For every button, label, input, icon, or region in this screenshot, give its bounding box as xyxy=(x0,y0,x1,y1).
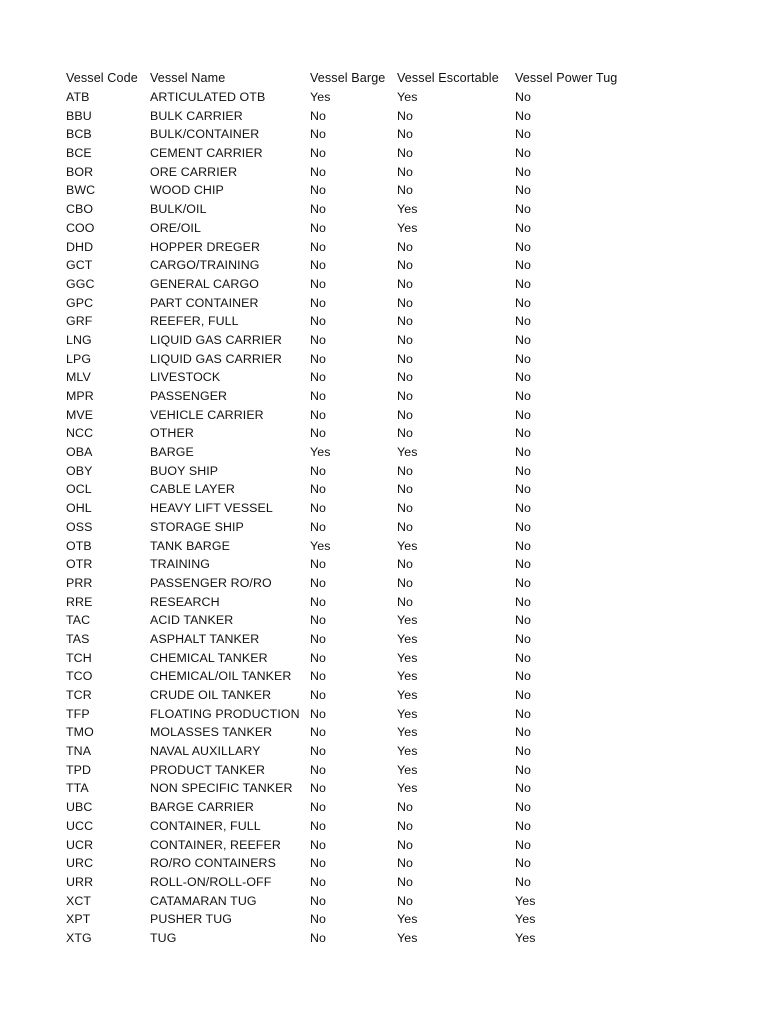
cell-vessel-power-tug: No xyxy=(515,332,532,347)
cell-vessel-barge: No xyxy=(310,893,327,908)
table-row xyxy=(66,461,625,480)
cell-vessel-barge: No xyxy=(310,800,327,815)
cell-vessel-code: TPD xyxy=(66,762,92,777)
cell-vessel-escortable: No xyxy=(397,800,414,815)
cell-vessel-barge: No xyxy=(310,650,327,665)
vessel-table xyxy=(66,69,625,947)
cell-vessel-name: WOOD CHIP xyxy=(150,183,224,198)
cell-vessel-barge: No xyxy=(310,613,327,628)
table-row xyxy=(66,742,625,761)
table-row xyxy=(66,929,625,948)
cell-vessel-name: LIVESTOCK xyxy=(150,370,221,385)
cell-vessel-escortable: Yes xyxy=(397,688,418,703)
cell-vessel-code: MLV xyxy=(66,370,91,385)
cell-vessel-barge: No xyxy=(310,239,327,254)
cell-vessel-name: BUOY SHIP xyxy=(150,463,219,478)
cell-vessel-code: RRE xyxy=(66,594,93,609)
cell-vessel-name: CONTAINER, REEFER xyxy=(150,837,281,852)
cell-vessel-escortable: Yes xyxy=(397,202,418,217)
table-row xyxy=(66,368,625,387)
cell-vessel-barge: No xyxy=(310,519,327,534)
table-row xyxy=(66,424,625,443)
cell-vessel-escortable: No xyxy=(397,594,414,609)
cell-vessel-power-tug: No xyxy=(515,127,532,142)
cell-vessel-power-tug: No xyxy=(515,202,532,217)
table-row xyxy=(66,667,625,686)
cell-vessel-name: GENERAL CARGO xyxy=(150,276,259,291)
cell-vessel-power-tug: No xyxy=(515,725,532,740)
cell-vessel-power-tug: No xyxy=(515,501,532,516)
cell-vessel-name: ASPHALT TANKER xyxy=(150,631,260,646)
cell-vessel-barge: No xyxy=(310,127,327,142)
cell-vessel-code: TAS xyxy=(66,631,90,646)
cell-vessel-barge: No xyxy=(310,557,327,572)
cell-vessel-escortable: No xyxy=(397,426,414,441)
cell-vessel-name: PASSENGER RO/RO xyxy=(150,575,272,590)
table-row xyxy=(66,181,625,200)
cell-vessel-code: TCO xyxy=(66,669,93,684)
cell-vessel-name: TANK BARGE xyxy=(150,538,230,553)
cell-vessel-power-tug: Yes xyxy=(515,912,536,927)
cell-vessel-code: BWC xyxy=(66,183,96,198)
cell-vessel-code: URR xyxy=(66,874,94,889)
table-row xyxy=(66,854,625,873)
cell-vessel-code: NCC xyxy=(66,426,94,441)
cell-vessel-name: LIQUID GAS CARRIER xyxy=(150,332,282,347)
cell-vessel-power-tug: No xyxy=(515,295,532,310)
cell-vessel-power-tug: No xyxy=(515,463,532,478)
table-row xyxy=(66,574,625,593)
cell-vessel-name: BULK CARRIER xyxy=(150,108,243,123)
cell-vessel-code: TFP xyxy=(66,706,90,721)
table-row xyxy=(66,910,625,929)
cell-vessel-barge: No xyxy=(310,762,327,777)
cell-vessel-power-tug: No xyxy=(515,557,532,572)
cell-vessel-power-tug: No xyxy=(515,781,532,796)
cell-vessel-barge: No xyxy=(310,594,327,609)
cell-vessel-code: TCR xyxy=(66,688,92,703)
cell-vessel-name: ROLL-ON/ROLL-OFF xyxy=(150,874,272,889)
cell-vessel-power-tug: No xyxy=(515,239,532,254)
cell-vessel-code: BBU xyxy=(66,108,92,123)
cell-vessel-barge: No xyxy=(310,146,327,161)
table-row xyxy=(66,817,625,836)
table-row xyxy=(66,312,625,331)
cell-vessel-code: OBY xyxy=(66,463,93,478)
cell-vessel-escortable: No xyxy=(397,575,414,590)
cell-vessel-barge: No xyxy=(310,220,327,235)
cell-vessel-name: NAVAL AUXILLARY xyxy=(150,744,261,759)
cell-vessel-escortable: No xyxy=(397,557,414,572)
cell-vessel-barge: No xyxy=(310,389,327,404)
cell-vessel-barge: No xyxy=(310,314,327,329)
cell-vessel-name: CARGO/TRAINING xyxy=(150,258,260,273)
table-row xyxy=(66,499,625,518)
cell-vessel-barge: No xyxy=(310,370,327,385)
cell-vessel-code: GRF xyxy=(66,314,93,329)
table-row xyxy=(66,106,625,125)
cell-vessel-escortable: No xyxy=(397,295,414,310)
cell-vessel-barge: No xyxy=(310,407,327,422)
table-row xyxy=(66,331,625,350)
cell-vessel-barge: No xyxy=(310,463,327,478)
cell-vessel-name: PUSHER TUG xyxy=(150,912,233,927)
cell-vessel-power-tug: No xyxy=(515,762,532,777)
cell-vessel-power-tug: No xyxy=(515,258,532,273)
cell-vessel-name: RO/RO CONTAINERS xyxy=(150,856,276,871)
cell-vessel-name: TUG xyxy=(150,930,177,945)
cell-vessel-power-tug: No xyxy=(515,370,532,385)
cell-vessel-escortable: No xyxy=(397,183,414,198)
cell-vessel-code: MVE xyxy=(66,407,94,422)
cell-vessel-power-tug: Yes xyxy=(515,930,536,945)
cell-vessel-barge: No xyxy=(310,837,327,852)
cell-vessel-name: CHEMICAL/OIL TANKER xyxy=(150,669,292,684)
cell-vessel-code: OCL xyxy=(66,482,92,497)
cell-vessel-code: MPR xyxy=(66,389,94,404)
table-row xyxy=(66,88,625,107)
cell-vessel-code: BOR xyxy=(66,164,94,179)
cell-vessel-power-tug: No xyxy=(515,108,532,123)
header-row xyxy=(66,69,625,88)
table-row xyxy=(66,592,625,611)
cell-vessel-power-tug: No xyxy=(515,800,532,815)
cell-vessel-barge: No xyxy=(310,426,327,441)
cell-vessel-escortable: No xyxy=(397,258,414,273)
cell-vessel-power-tug: No xyxy=(515,314,532,329)
cell-vessel-power-tug: No xyxy=(515,856,532,871)
cell-vessel-name: OTHER xyxy=(150,426,194,441)
table-row xyxy=(66,443,625,462)
cell-vessel-name: LIQUID GAS CARRIER xyxy=(150,351,282,366)
cell-vessel-escortable: Yes xyxy=(397,930,418,945)
cell-vessel-code: OSS xyxy=(66,519,93,534)
cell-vessel-code: GPC xyxy=(66,295,94,310)
cell-vessel-escortable: No xyxy=(397,314,414,329)
cell-vessel-escortable: No xyxy=(397,893,414,908)
cell-vessel-power-tug: No xyxy=(515,631,532,646)
cell-vessel-escortable: No xyxy=(397,874,414,889)
table-row xyxy=(66,405,625,424)
cell-vessel-name: TRAINING xyxy=(150,557,211,572)
cell-vessel-barge: No xyxy=(310,276,327,291)
cell-vessel-power-tug: No xyxy=(515,818,532,833)
cell-vessel-power-tug: No xyxy=(515,538,532,553)
cell-vessel-escortable: No xyxy=(397,501,414,516)
cell-vessel-escortable: No xyxy=(397,164,414,179)
table-row xyxy=(66,536,625,555)
cell-vessel-name: CABLE LAYER xyxy=(150,482,235,497)
cell-vessel-escortable: Yes xyxy=(397,90,418,105)
cell-vessel-name: BARGE xyxy=(150,445,194,460)
cell-vessel-barge: Yes xyxy=(310,538,331,553)
cell-vessel-code: GGC xyxy=(66,276,95,291)
cell-vessel-escortable: No xyxy=(397,856,414,871)
cell-vessel-power-tug: No xyxy=(515,90,532,105)
cell-vessel-power-tug: No xyxy=(515,426,532,441)
cell-vessel-escortable: No xyxy=(397,482,414,497)
cell-vessel-name: BULK/CONTAINER xyxy=(150,127,260,142)
cell-vessel-power-tug: No xyxy=(515,575,532,590)
cell-vessel-power-tug: No xyxy=(515,650,532,665)
cell-vessel-code: LPG xyxy=(66,351,92,366)
cell-vessel-escortable: No xyxy=(397,108,414,123)
cell-vessel-barge: No xyxy=(310,164,327,179)
table-row xyxy=(66,630,625,649)
cell-vessel-power-tug: No xyxy=(515,669,532,684)
table-row xyxy=(66,162,625,181)
cell-vessel-name: RESEARCH xyxy=(150,594,220,609)
cell-vessel-name: HEAVY LIFT VESSEL xyxy=(150,501,273,516)
cell-vessel-code: TAC xyxy=(66,613,91,628)
cell-vessel-barge: No xyxy=(310,332,327,347)
cell-vessel-code: OTB xyxy=(66,538,92,553)
cell-vessel-escortable: Yes xyxy=(397,631,418,646)
cell-vessel-barge: No xyxy=(310,874,327,889)
cell-vessel-name: CRUDE OIL TANKER xyxy=(150,688,272,703)
cell-vessel-code: TNA xyxy=(66,744,92,759)
cell-vessel-barge: No xyxy=(310,856,327,871)
cell-vessel-power-tug: No xyxy=(515,706,532,721)
cell-vessel-code: UCR xyxy=(66,837,94,852)
cell-vessel-barge: No xyxy=(310,818,327,833)
cell-vessel-name: NON SPECIFIC TANKER xyxy=(150,781,293,796)
table-row xyxy=(66,779,625,798)
cell-vessel-barge: No xyxy=(310,781,327,796)
cell-vessel-name: ACID TANKER xyxy=(150,613,234,628)
cell-vessel-code: COO xyxy=(66,220,95,235)
cell-vessel-power-tug: No xyxy=(515,146,532,161)
cell-vessel-name: CONTAINER, FULL xyxy=(150,818,261,833)
table-row xyxy=(66,518,625,537)
cell-vessel-barge: No xyxy=(310,930,327,945)
cell-vessel-escortable: No xyxy=(397,818,414,833)
cell-vessel-code: GCT xyxy=(66,258,93,273)
cell-vessel-code: BCB xyxy=(66,127,92,142)
cell-vessel-barge: No xyxy=(310,258,327,273)
cell-vessel-name: ORE CARRIER xyxy=(150,164,238,179)
cell-vessel-barge: No xyxy=(310,108,327,123)
cell-vessel-code: CBO xyxy=(66,202,94,217)
cell-vessel-barge: No xyxy=(310,744,327,759)
cell-vessel-barge: No xyxy=(310,688,327,703)
header-vessel-code: Vessel Code xyxy=(66,71,138,86)
cell-vessel-barge: No xyxy=(310,725,327,740)
table-row xyxy=(66,704,625,723)
cell-vessel-power-tug: No xyxy=(515,445,532,460)
cell-vessel-code: BCE xyxy=(66,146,92,161)
cell-vessel-escortable: Yes xyxy=(397,538,418,553)
cell-vessel-name: VEHICLE CARRIER xyxy=(150,407,264,422)
table-row xyxy=(66,555,625,574)
cell-vessel-code: OBA xyxy=(66,445,93,460)
cell-vessel-escortable: No xyxy=(397,389,414,404)
cell-vessel-barge: No xyxy=(310,482,327,497)
table-row xyxy=(66,611,625,630)
cell-vessel-escortable: No xyxy=(397,407,414,422)
table-row xyxy=(66,144,625,163)
cell-vessel-escortable: No xyxy=(397,276,414,291)
cell-vessel-name: CHEMICAL TANKER xyxy=(150,650,268,665)
cell-vessel-code: XPT xyxy=(66,912,91,927)
cell-vessel-power-tug: No xyxy=(515,837,532,852)
cell-vessel-code: DHD xyxy=(66,239,94,254)
cell-vessel-name: STORAGE SHIP xyxy=(150,519,244,534)
table-row xyxy=(66,835,625,854)
cell-vessel-escortable: No xyxy=(397,146,414,161)
table-row xyxy=(66,480,625,499)
cell-vessel-name: CEMENT CARRIER xyxy=(150,146,263,161)
table-row xyxy=(66,125,625,144)
cell-vessel-code: UCC xyxy=(66,818,94,833)
cell-vessel-escortable: Yes xyxy=(397,762,418,777)
table-row xyxy=(66,760,625,779)
cell-vessel-escortable: No xyxy=(397,463,414,478)
cell-vessel-barge: No xyxy=(310,631,327,646)
header-vessel-escortable: Vessel Escortable xyxy=(397,71,499,86)
table-row xyxy=(66,256,625,275)
cell-vessel-name: MOLASSES TANKER xyxy=(150,725,273,740)
cell-vessel-escortable: No xyxy=(397,127,414,142)
cell-vessel-power-tug: No xyxy=(515,351,532,366)
cell-vessel-code: OHL xyxy=(66,501,92,516)
cell-vessel-barge: No xyxy=(310,351,327,366)
cell-vessel-code: URC xyxy=(66,856,94,871)
table-row xyxy=(66,686,625,705)
cell-vessel-escortable: Yes xyxy=(397,669,418,684)
cell-vessel-barge: No xyxy=(310,183,327,198)
cell-vessel-name: REEFER, FULL xyxy=(150,314,239,329)
cell-vessel-name: HOPPER DREGER xyxy=(150,239,261,254)
cell-vessel-power-tug: No xyxy=(515,613,532,628)
cell-vessel-escortable: Yes xyxy=(397,744,418,759)
cell-vessel-escortable: Yes xyxy=(397,912,418,927)
cell-vessel-code: PRR xyxy=(66,575,93,590)
header-vessel-name: Vessel Name xyxy=(150,71,226,86)
table-body xyxy=(66,88,625,948)
table-row xyxy=(66,891,625,910)
cell-vessel-name: ARTICULATED OTB xyxy=(150,90,266,105)
cell-vessel-code: UBC xyxy=(66,800,93,815)
cell-vessel-power-tug: No xyxy=(515,220,532,235)
cell-vessel-barge: Yes xyxy=(310,445,331,460)
cell-vessel-name: ORE/OIL xyxy=(150,220,201,235)
cell-vessel-escortable: No xyxy=(397,519,414,534)
table-row xyxy=(66,387,625,406)
cell-vessel-power-tug: No xyxy=(515,744,532,759)
cell-vessel-power-tug: No xyxy=(515,276,532,291)
cell-vessel-code: LNG xyxy=(66,332,92,347)
cell-vessel-escortable: No xyxy=(397,837,414,852)
cell-vessel-name: FLOATING PRODUCTION xyxy=(150,706,300,721)
cell-vessel-escortable: No xyxy=(397,332,414,347)
cell-vessel-barge: No xyxy=(310,202,327,217)
header-vessel-power-tug: Vessel Power Tug xyxy=(515,71,618,86)
table-row xyxy=(66,275,625,294)
cell-vessel-escortable: No xyxy=(397,351,414,366)
cell-vessel-power-tug: No xyxy=(515,688,532,703)
cell-vessel-code: XCT xyxy=(66,893,92,908)
cell-vessel-name: PRODUCT TANKER xyxy=(150,762,265,777)
cell-vessel-power-tug: No xyxy=(515,389,532,404)
cell-vessel-code: TMO xyxy=(66,725,94,740)
cell-vessel-power-tug: No xyxy=(515,183,532,198)
cell-vessel-name: BARGE CARRIER xyxy=(150,800,254,815)
cell-vessel-power-tug: No xyxy=(515,164,532,179)
cell-vessel-power-tug: No xyxy=(515,594,532,609)
cell-vessel-power-tug: No xyxy=(515,407,532,422)
cell-vessel-escortable: Yes xyxy=(397,613,418,628)
cell-vessel-escortable: Yes xyxy=(397,781,418,796)
cell-vessel-barge: No xyxy=(310,912,327,927)
cell-vessel-barge: No xyxy=(310,501,327,516)
cell-vessel-barge: No xyxy=(310,706,327,721)
cell-vessel-power-tug: Yes xyxy=(515,893,536,908)
table-row xyxy=(66,293,625,312)
table-row xyxy=(66,219,625,238)
cell-vessel-barge: No xyxy=(310,295,327,310)
cell-vessel-name: BULK/OIL xyxy=(150,202,207,217)
table-row xyxy=(66,648,625,667)
cell-vessel-name: CATAMARAN TUG xyxy=(150,893,257,908)
cell-vessel-escortable: No xyxy=(397,239,414,254)
table-row xyxy=(66,200,625,219)
cell-vessel-code: OTR xyxy=(66,557,93,572)
cell-vessel-escortable: Yes xyxy=(397,725,418,740)
cell-vessel-escortable: Yes xyxy=(397,650,418,665)
table-row xyxy=(66,237,625,256)
cell-vessel-power-tug: No xyxy=(515,519,532,534)
cell-vessel-power-tug: No xyxy=(515,874,532,889)
cell-vessel-power-tug: No xyxy=(515,482,532,497)
cell-vessel-code: ATB xyxy=(66,90,90,105)
table-row xyxy=(66,349,625,368)
cell-vessel-name: PART CONTAINER xyxy=(150,295,259,310)
table-row xyxy=(66,723,625,742)
cell-vessel-escortable: Yes xyxy=(397,220,418,235)
cell-vessel-escortable: No xyxy=(397,370,414,385)
cell-vessel-barge: Yes xyxy=(310,90,331,105)
table-row xyxy=(66,798,625,817)
cell-vessel-code: XTG xyxy=(66,930,92,945)
cell-vessel-escortable: Yes xyxy=(397,706,418,721)
cell-vessel-code: TCH xyxy=(66,650,92,665)
cell-vessel-code: TTA xyxy=(66,781,89,796)
cell-vessel-escortable: Yes xyxy=(397,445,418,460)
cell-vessel-name: PASSENGER xyxy=(150,389,228,404)
cell-vessel-barge: No xyxy=(310,669,327,684)
cell-vessel-barge: No xyxy=(310,575,327,590)
header-vessel-barge: Vessel Barge xyxy=(310,71,386,86)
table-row xyxy=(66,873,625,892)
